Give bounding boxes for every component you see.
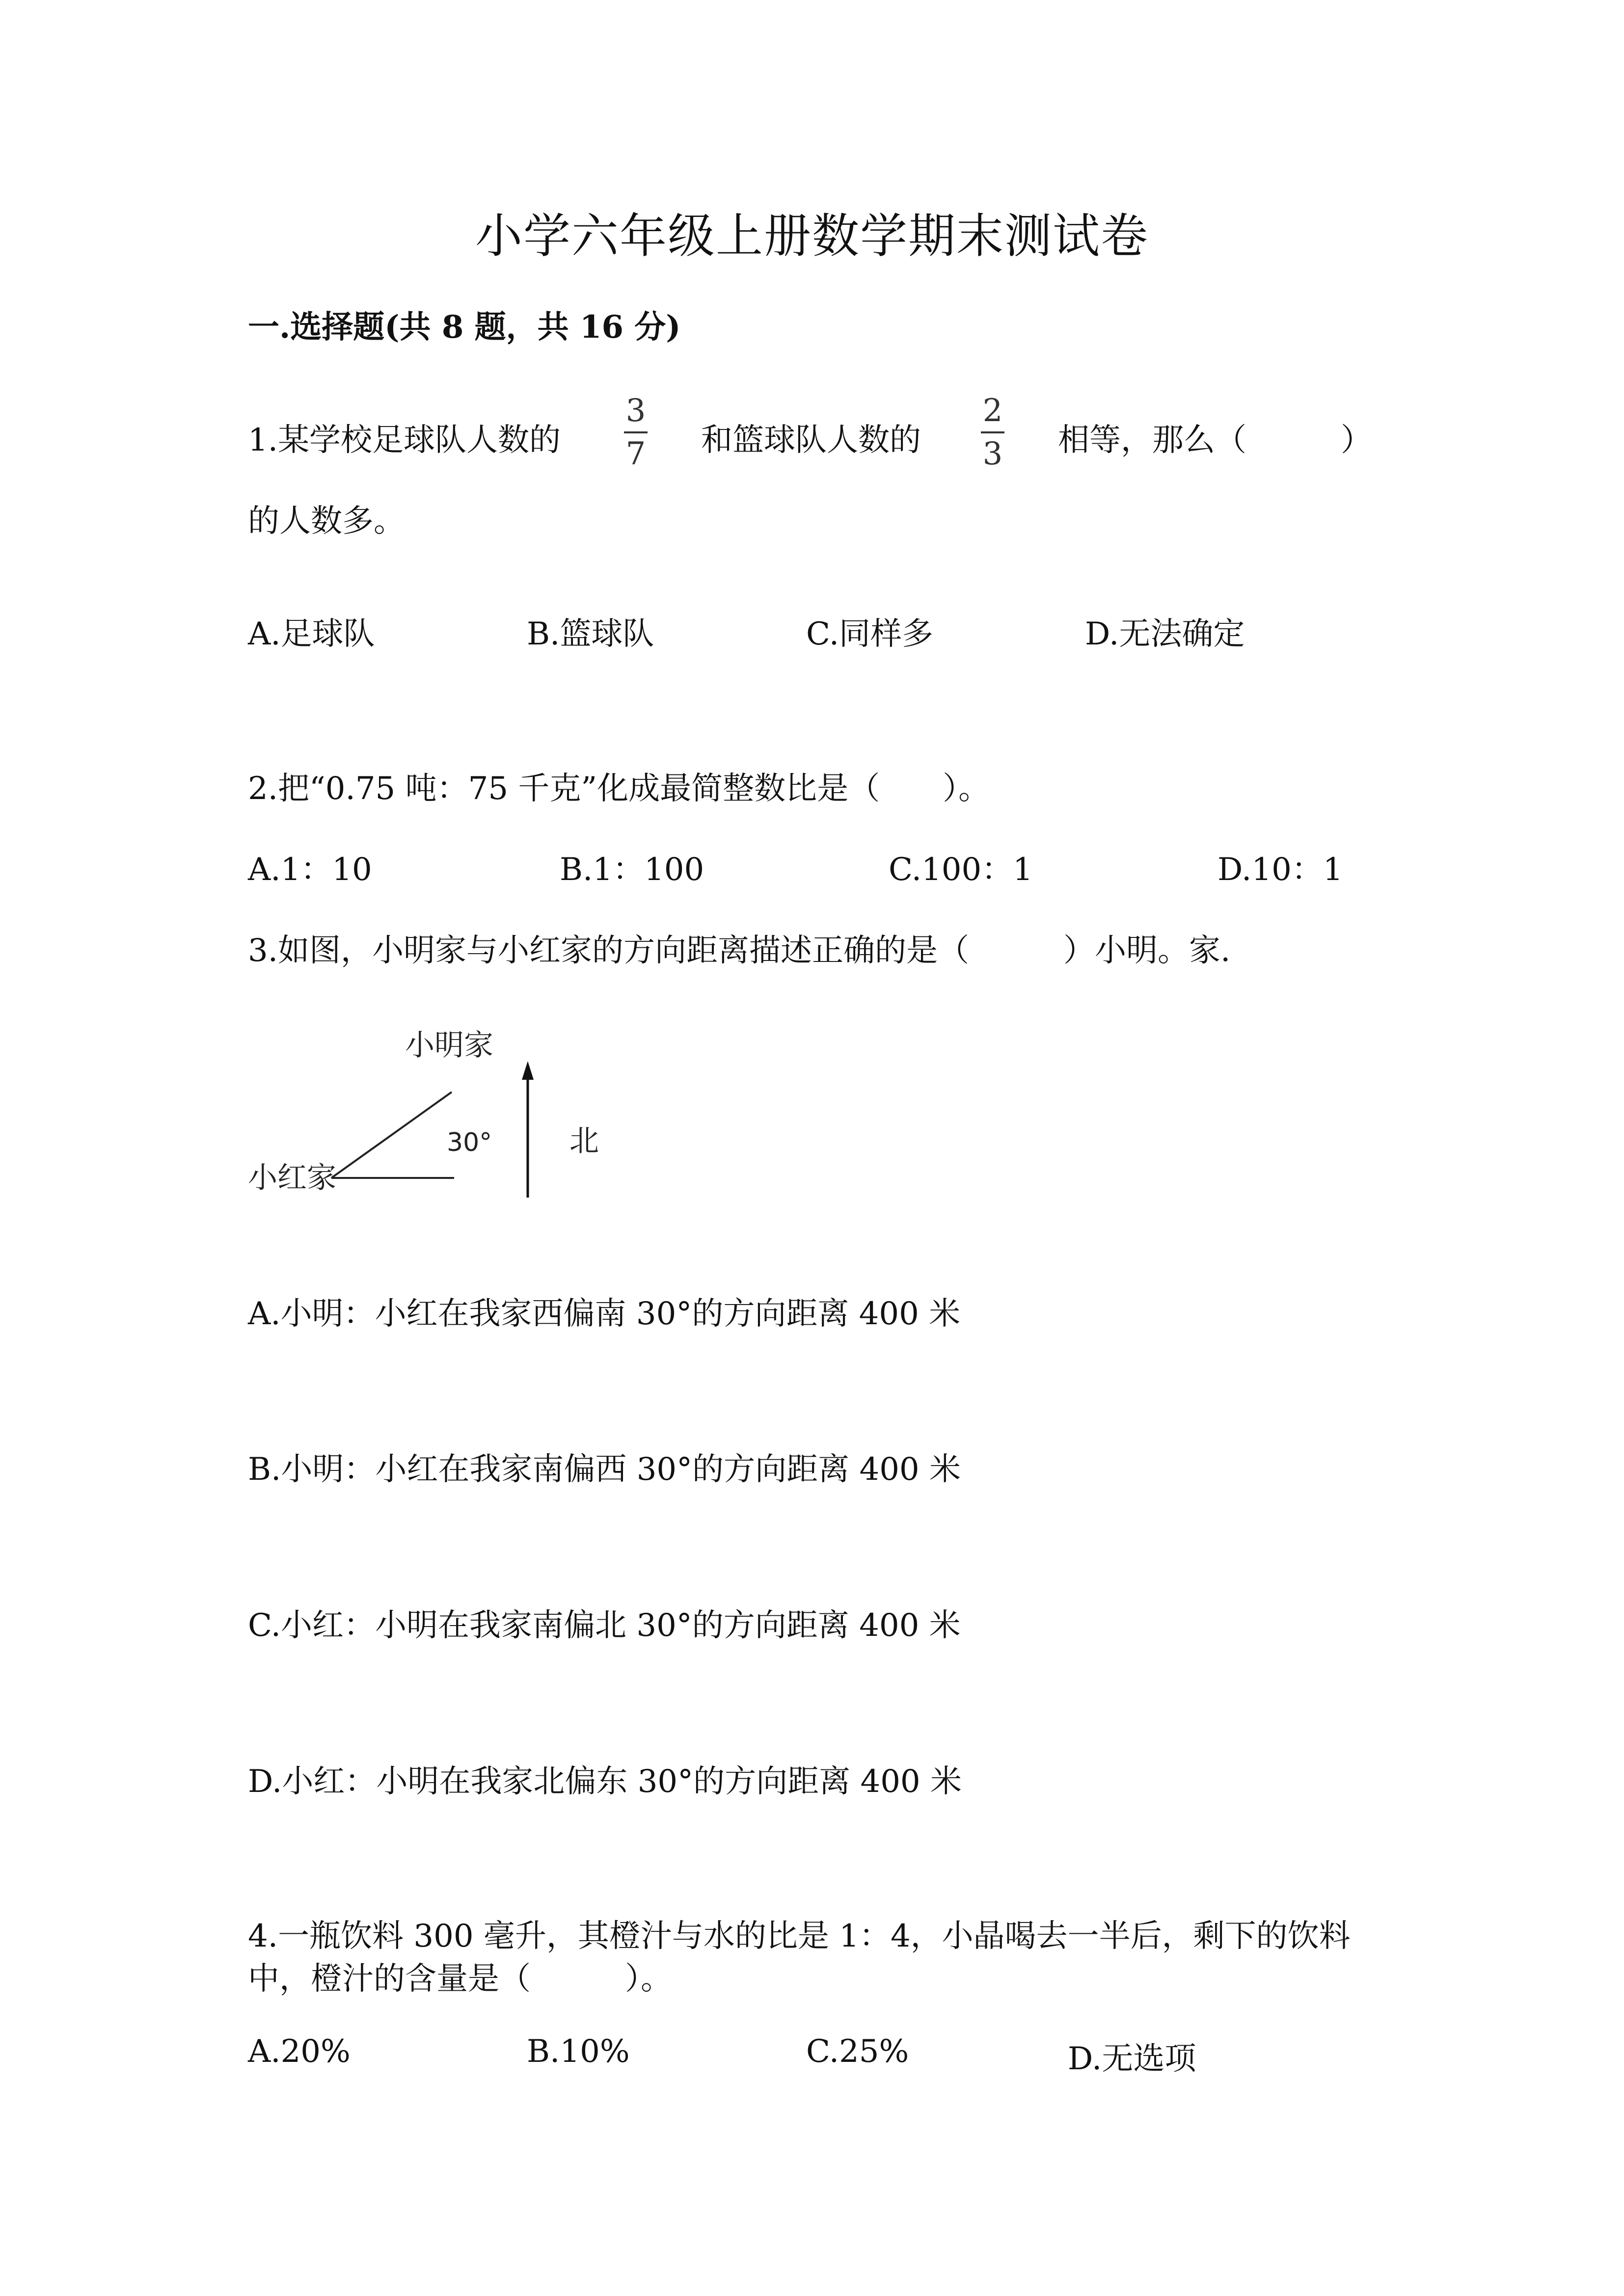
option-d: D.小红：小明在我家北偏东 30°的方向距离 400 米 bbox=[248, 1763, 962, 1800]
question-1-text-c: 相等，那么（ ） bbox=[1058, 422, 1372, 458]
question-2-text: 2.把“0.75 吨：75 千克”化成最简整数比是（ ）。 bbox=[248, 771, 990, 807]
option-d: D.10：1 bbox=[1218, 852, 1343, 888]
question-1-text-b: 和篮球队人数的 bbox=[701, 422, 921, 458]
label-xiaohong-home: 小红家 bbox=[248, 1161, 336, 1195]
direction-diagram bbox=[243, 1026, 636, 1212]
option-c: C.25% bbox=[806, 2033, 909, 2070]
question-1-text-a: 1.某学校足球队人数的 bbox=[248, 422, 561, 458]
north-label: 北 bbox=[569, 1124, 599, 1158]
option-b: B.10% bbox=[527, 2033, 630, 2070]
angle-label: 30° bbox=[447, 1128, 492, 1157]
option-d: D.无选项 bbox=[1068, 2041, 1196, 2077]
fraction-numerator: 2 bbox=[982, 393, 1003, 429]
option-a: A.1：10 bbox=[248, 852, 372, 888]
section-heading: 一.选择题(共 8 题，共 16 分) bbox=[248, 309, 681, 346]
option-b: B.篮球队 bbox=[527, 616, 654, 652]
fraction-denominator: 7 bbox=[625, 436, 646, 472]
page-title: 小学六年级上册数学期末测试卷 bbox=[475, 209, 1149, 264]
question-4-line-1: 4.一瓶饮料 300 毫升，其橙汁与水的比是 1：4，小晶喝去一半后，剩下的饮料 bbox=[248, 1918, 1351, 1954]
option-a: A.20% bbox=[248, 2033, 351, 2070]
fraction-numerator: 3 bbox=[625, 393, 646, 429]
option-b: B.1：100 bbox=[560, 852, 704, 888]
label-xiaoming-home: 小明家 bbox=[405, 1028, 493, 1063]
option-c: C.100：1 bbox=[889, 852, 1033, 888]
option-c: C.小红：小明在我家南偏北 30°的方向距离 400 米 bbox=[248, 1607, 961, 1644]
option-b: B.小明：小红在我家南偏西 30°的方向距离 400 米 bbox=[248, 1451, 961, 1488]
north-arrowhead bbox=[522, 1061, 534, 1080]
fraction-2-3 bbox=[978, 395, 1007, 470]
fraction-bar bbox=[981, 431, 1004, 433]
direction-line bbox=[331, 1092, 452, 1178]
option-d: D.无法确定 bbox=[1085, 616, 1245, 652]
fraction-3-7 bbox=[621, 395, 650, 470]
question-4-line-2: 中，橙汁的含量是（ ）。 bbox=[248, 1961, 672, 1997]
fraction-bar bbox=[624, 431, 648, 433]
option-a: A.小明：小红在我家西偏南 30°的方向距离 400 米 bbox=[248, 1296, 961, 1332]
option-a: A.足球队 bbox=[248, 616, 375, 652]
question-3-text: 3.如图，小明家与小红家的方向距离描述正确的是（ ）小明。家. bbox=[248, 933, 1231, 969]
question-1-text-d: 的人数多。 bbox=[248, 503, 405, 539]
fraction-denominator: 3 bbox=[982, 436, 1003, 472]
option-c: C.同样多 bbox=[806, 616, 934, 652]
